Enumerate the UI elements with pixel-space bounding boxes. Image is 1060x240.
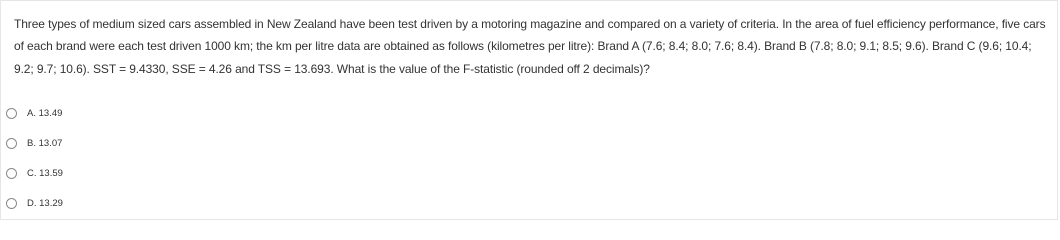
option-b-label: B. 13.07 <box>27 137 63 149</box>
option-d[interactable] <box>6 195 63 211</box>
option-b-radio[interactable] <box>6 138 17 149</box>
option-d-radio[interactable] <box>6 198 17 209</box>
option-a-radio[interactable] <box>6 108 17 119</box>
question-text: Three types of medium sized cars assembled in New Zealand have been test driven by a motoring magazine and compared on a variety of criteria. In the area of fuel efficiency performance, five cars of each brand were each test driven 1000 km; the km per litre data are obtained as follows (kilometres per litre): Brand A (7.6; 8.4; 8.0; 7.6; 8.4). Brand B (7.8; 8.0; 9.1; 8.5; 9.6). Brand C (9.6; 10.4; 9.2; 9.7; 10.6). SST = 9.4330, SSE = 4.26 and TSS = 13.693. What is the value of the F-statistic (rounded off 2 decimals)? <box>14 17 1046 76</box>
option-c-radio[interactable] <box>6 168 17 179</box>
option-c[interactable] <box>6 165 63 181</box>
answer-options <box>1 1 301 223</box>
option-a[interactable] <box>6 105 62 121</box>
option-a-label: A. 13.49 <box>27 107 63 119</box>
option-c-label: C. 13.59 <box>27 167 63 179</box>
option-b[interactable] <box>6 135 62 151</box>
option-d-label: D. 13.29 <box>27 197 63 209</box>
